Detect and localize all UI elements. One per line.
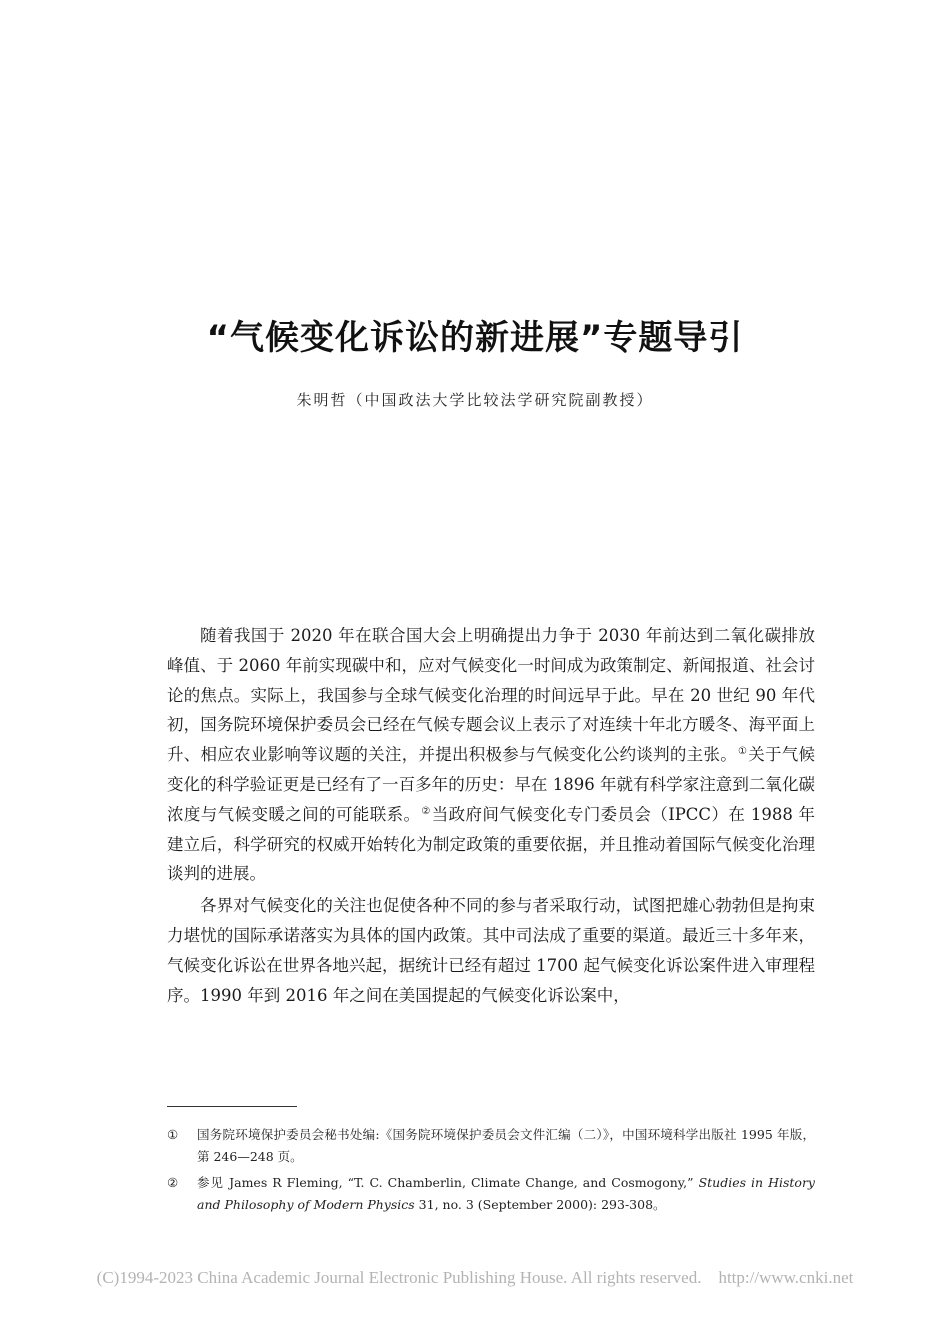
footnote-ref-2[interactable]: ②: [421, 805, 431, 817]
footnote-2-mark: ②: [167, 1175, 179, 1190]
footnote-divider: [167, 1106, 297, 1107]
footnote-1: [167, 1124, 815, 1168]
article-body: [167, 621, 815, 1010]
footnote-2: [167, 1172, 815, 1216]
footnote-1-mark: ①: [167, 1127, 179, 1142]
paragraph-1-part-c: 当政府间气候变化专门委员会（IPCC）在 1988 年建立后，科学研究的权威开始转化为制定政策的重要依据，并且推动着国际气候变化治理谈判的进展。: [167, 804, 815, 884]
footnote-1-text: 国务院环境保护委员会秘书处编:《国务院环境保护委员会文件汇编（二）》，中国环境科学出版社 1995 年版，第 246—248 页。: [197, 1127, 815, 1164]
footnotes: [167, 1124, 815, 1220]
footnote-2-text: [197, 1172, 815, 1216]
paragraph-2-text: 各界对气候变化的关注也促使各种不同的参与者采取行动，试图把雄心勃勃但是拘束力堪忧的国际承诺落实为具体的国内政策。其中司法成了重要的渠道。最近三十多年来，气候变化诉讼在世界各地兴起，据统计已经有超过 1700 起气候变化诉讼案件进入审理程序。1990 年到 2016 年之间在美国提起的气候变化诉讼案中，: [167, 896, 815, 1005]
author-line: 朱明哲（中国政法大学比较法学研究院副教授）: [296, 391, 654, 409]
paragraph-1: [167, 621, 815, 889]
paragraph-2: [167, 891, 815, 1010]
copyright-footer: (C)1994-2023 China Academic Journal Electronic Publishing House. All rights reserved. http://www.cnki.net: [96, 1268, 854, 1287]
paragraph-1-part-b: 关于气候变化的科学验证更是已经有了一百多年的历史：早在 1896 年就有科学家注意到二氧化碳浓度与气候变暖之间的可能联系。: [167, 745, 816, 824]
footnote-ref-1[interactable]: ①: [737, 746, 748, 758]
paragraph-1-part-a: 随着我国于 2020 年在联合国大会上明确提出力争于 2030 年前达到二氧化碳排放峰值、于 2060 年前实现碳中和，应对气候变化一时间成为政策制定、新闻报道、社会讨论的焦点。实际上，我国参与全球气候变化治理的时间远早于此。早在 20 世纪 90 年代初，国务院环境保护委员会已经在气候专题会议上表示了对连续十年北方暖冬、海平面上升、相应农业影响等议题的关注，并提出积极参与气候变化公约谈判的主张。: [167, 626, 815, 765]
footnote-2-post: 31, no. 3 (September 2000): 293-308。: [414, 1197, 666, 1212]
article-title: “气候变化诉讼的新进展”专题导引: [206, 318, 744, 358]
footnote-2-pre: 参见 James R Fleming, “T. C. Chamberlin, Climate Change, and Cosmogony,”: [197, 1175, 699, 1190]
footnote-2-journal: Studies in History and Philosophy of Modern Physics: [197, 1175, 815, 1212]
